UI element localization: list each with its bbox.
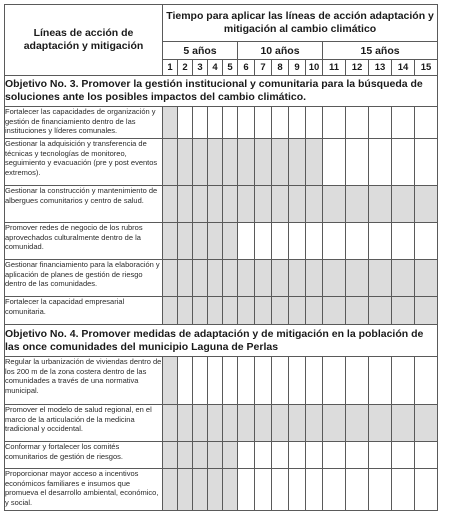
timeline-cell (238, 357, 255, 405)
action-timeline-table (4, 4, 438, 511)
action-description: Gestionar la construcción y mantenimiento de albergues comunitarios y centro de salud. (5, 186, 163, 223)
action-row (5, 469, 438, 511)
year-number-header: 5 (223, 60, 238, 76)
objective-row (5, 325, 438, 357)
timeline-cell-active (193, 223, 208, 260)
timeline-cell (255, 442, 272, 469)
timeline-cell (346, 139, 369, 186)
table-body (5, 76, 438, 511)
timeline-cell (346, 107, 369, 139)
timeline-cell-active (193, 405, 208, 442)
timeline-cell (238, 469, 255, 511)
timeline-cell-active (346, 186, 369, 223)
year-number-header: 14 (392, 60, 415, 76)
action-row (5, 442, 438, 469)
timeline-cell-active (369, 405, 392, 442)
timeline-cell (289, 469, 306, 511)
timeline-cell-active (415, 297, 438, 325)
period-header: 15 años (323, 42, 438, 60)
timeline-cell-active (163, 139, 178, 186)
timeline-cell-active (272, 297, 289, 325)
timeline-cell-active (289, 260, 306, 297)
timeline-cell-active (289, 139, 306, 186)
timeline-cell-active (255, 297, 272, 325)
action-description: Regular la urbanización de viviendas dentro de los 200 m de la zona costera dentro de las comunidades a través de una normativa municipal. (5, 357, 163, 405)
timeline-cell (369, 469, 392, 511)
timeline-cell-active (346, 405, 369, 442)
timeline-cell-active (255, 186, 272, 223)
timeline-cell (369, 107, 392, 139)
timeline-cell (323, 357, 346, 405)
timeline-cell (369, 139, 392, 186)
timeline-cell-active (255, 260, 272, 297)
timeline-cell (323, 139, 346, 186)
year-number-header: 10 (306, 60, 323, 76)
timeline-cell (255, 357, 272, 405)
timeline-cell (346, 442, 369, 469)
timeline-cell-active (323, 260, 346, 297)
timeline-cell-active (238, 297, 255, 325)
year-number-header: 2 (178, 60, 193, 76)
timeline-cell-active (193, 469, 208, 511)
timeline-cell (178, 107, 193, 139)
timeline-cell-active (369, 297, 392, 325)
action-description: Promover el modelo de salud regional, en el marco de la articulación de la medicina tradicional y occidental. (5, 405, 163, 442)
timeline-cell-active (178, 405, 193, 442)
action-description: Fortalecer las capacidades de organización y gestión de financiamiento dentro de las instituciones y líderes comunales. (5, 107, 163, 139)
timeline-cell (272, 223, 289, 260)
timeline-cell (392, 442, 415, 469)
timeline-cell-active (392, 260, 415, 297)
timeline-cell-active (392, 186, 415, 223)
timeline-cell (272, 107, 289, 139)
timeline-cell (369, 442, 392, 469)
timeline-cell (306, 223, 323, 260)
timeline-cell (272, 469, 289, 511)
timeline-cell (415, 107, 438, 139)
timeline-cell-active (208, 297, 223, 325)
timeline-cell-active (238, 405, 255, 442)
year-number-header: 6 (238, 60, 255, 76)
timeline-cell (306, 469, 323, 511)
year-number-header: 8 (272, 60, 289, 76)
timeline-cell (272, 442, 289, 469)
timeline-cell (415, 469, 438, 511)
timeline-cell (415, 442, 438, 469)
timeline-cell-active (306, 186, 323, 223)
timeline-cell-active (306, 405, 323, 442)
timeline-cell-active (178, 469, 193, 511)
timeline-cell-active (208, 186, 223, 223)
timeline-cell-active (223, 139, 238, 186)
year-number-header: 4 (208, 60, 223, 76)
timeline-cell-active (415, 260, 438, 297)
timeline-cell (255, 223, 272, 260)
period-header: 5 años (163, 42, 238, 60)
timeline-cell-active (163, 260, 178, 297)
year-number-header: 15 (415, 60, 438, 76)
timeline-cell-active (163, 442, 178, 469)
timeline-cell-active (193, 260, 208, 297)
timeline-cell (289, 107, 306, 139)
timeline-cell-active (323, 186, 346, 223)
timeline-cell (223, 357, 238, 405)
timeline-cell-active (178, 223, 193, 260)
timeline-cell-active (272, 186, 289, 223)
timeline-cell (178, 357, 193, 405)
timeline-cell (392, 357, 415, 405)
timeline-cell-active (255, 405, 272, 442)
timeline-cell-active (208, 405, 223, 442)
timeline-cell (238, 107, 255, 139)
table-header (5, 5, 438, 76)
timeline-cell-active (289, 297, 306, 325)
objective-heading: Objetivo No. 4. Promover medidas de adaptación y de mitigación en la población de las once comunidades del municipio Laguna de Perlas (5, 325, 438, 357)
timeline-cell (193, 357, 208, 405)
time-column-header: Tiempo para aplicar las líneas de acción adaptación y mitigación al cambio climático (163, 5, 438, 42)
action-description: Promover redes de negocio de los rubros aprovechados culturalmente dentro de la comunidad. (5, 223, 163, 260)
timeline-cell-active (223, 469, 238, 511)
year-number-header: 11 (323, 60, 346, 76)
timeline-cell (238, 442, 255, 469)
timeline-cell-active (208, 442, 223, 469)
timeline-cell (193, 107, 208, 139)
timeline-cell (208, 357, 223, 405)
timeline-cell-active (178, 139, 193, 186)
timeline-cell-active (223, 260, 238, 297)
timeline-cell-active (208, 139, 223, 186)
timeline-cell (272, 357, 289, 405)
timeline-cell (346, 223, 369, 260)
action-description: Fortalecer la capacidad empresarial comunitaria. (5, 297, 163, 325)
timeline-cell-active (369, 260, 392, 297)
timeline-cell-active (272, 139, 289, 186)
timeline-cell-active (323, 405, 346, 442)
timeline-cell-active (238, 260, 255, 297)
timeline-cell-active (392, 297, 415, 325)
timeline-cell (306, 357, 323, 405)
timeline-cell (289, 442, 306, 469)
timeline-cell (255, 469, 272, 511)
action-description: Conformar y fortalecer los comités comunitarios de gestión de riesgos. (5, 442, 163, 469)
year-number-header: 3 (193, 60, 208, 76)
action-row (5, 223, 438, 260)
timeline-cell-active (163, 297, 178, 325)
action-row (5, 357, 438, 405)
timeline-cell-active (346, 297, 369, 325)
timeline-cell-active (223, 442, 238, 469)
timeline-cell-active (208, 260, 223, 297)
timeline-cell-active (272, 260, 289, 297)
timeline-cell (323, 223, 346, 260)
timeline-cell-active (255, 139, 272, 186)
action-description: Gestionar la adquisición y transferencia de técnicas y tecnologías de monitoreo, seguimiento y evacuación (pre y post eventos extremos). (5, 139, 163, 186)
timeline-cell (392, 469, 415, 511)
timeline-cell-active (238, 186, 255, 223)
timeline-cell (415, 357, 438, 405)
action-description: Proporcionar mayor acceso a incentivos económicos familiares e insumos que promueva el desarrollo ambiental, económico, y social. (5, 469, 163, 511)
timeline-cell-active (346, 260, 369, 297)
timeline-cell-active (208, 223, 223, 260)
timeline-cell-active (193, 442, 208, 469)
timeline-cell-active (178, 186, 193, 223)
timeline-cell-active (369, 186, 392, 223)
action-row (5, 297, 438, 325)
timeline-cell (369, 357, 392, 405)
timeline-cell (415, 139, 438, 186)
timeline-cell-active (323, 297, 346, 325)
timeline-cell-active (415, 186, 438, 223)
timeline-cell-active (178, 442, 193, 469)
header-title-row (5, 5, 438, 42)
action-timeline-table-container (4, 4, 438, 511)
action-row (5, 260, 438, 297)
timeline-cell-active (415, 405, 438, 442)
timeline-cell-active (178, 260, 193, 297)
timeline-cell (346, 357, 369, 405)
timeline-cell-active (208, 469, 223, 511)
timeline-cell-active (272, 405, 289, 442)
timeline-cell-active (163, 357, 178, 405)
year-number-header: 1 (163, 60, 178, 76)
timeline-cell-active (193, 297, 208, 325)
timeline-cell (323, 469, 346, 511)
objective-row (5, 76, 438, 107)
timeline-cell (289, 357, 306, 405)
timeline-cell-active (289, 186, 306, 223)
action-row (5, 107, 438, 139)
period-header: 10 años (238, 42, 323, 60)
timeline-cell-active (178, 297, 193, 325)
timeline-cell-active (238, 139, 255, 186)
timeline-cell-active (306, 260, 323, 297)
timeline-cell (255, 107, 272, 139)
timeline-cell (369, 223, 392, 260)
timeline-cell-active (223, 186, 238, 223)
objective-heading: Objetivo No. 3. Promover la gestión institucional y comunitaria para la búsqueda de soluciones ante los posibles impactos del cambio climático. (5, 76, 438, 107)
action-description: Gestionar financiamiento para la elaboración y aplicación de planes de gestión de riesgo dentro de las comunidades. (5, 260, 163, 297)
timeline-cell (238, 223, 255, 260)
timeline-cell-active (392, 405, 415, 442)
timeline-cell (392, 139, 415, 186)
timeline-cell-active (223, 297, 238, 325)
actions-column-header: Líneas de acción de adaptación y mitigación (5, 5, 163, 76)
timeline-cell-active (163, 405, 178, 442)
timeline-cell (415, 223, 438, 260)
year-number-header: 13 (369, 60, 392, 76)
timeline-cell-active (223, 223, 238, 260)
timeline-cell (392, 107, 415, 139)
timeline-cell (223, 107, 238, 139)
timeline-cell-active (306, 139, 323, 186)
year-number-header: 12 (346, 60, 369, 76)
action-row (5, 139, 438, 186)
timeline-cell (323, 107, 346, 139)
year-number-header: 9 (289, 60, 306, 76)
timeline-cell-active (193, 139, 208, 186)
timeline-cell-active (163, 186, 178, 223)
timeline-cell (392, 223, 415, 260)
timeline-cell (289, 223, 306, 260)
timeline-cell-active (193, 186, 208, 223)
timeline-cell (346, 469, 369, 511)
timeline-cell (306, 107, 323, 139)
timeline-cell-active (163, 223, 178, 260)
timeline-cell-active (289, 405, 306, 442)
timeline-cell (306, 442, 323, 469)
timeline-cell-active (306, 297, 323, 325)
timeline-cell-active (223, 405, 238, 442)
timeline-cell (323, 442, 346, 469)
timeline-cell (208, 107, 223, 139)
action-row (5, 405, 438, 442)
timeline-cell-active (163, 469, 178, 511)
year-number-header: 7 (255, 60, 272, 76)
action-row (5, 186, 438, 223)
timeline-cell-active (163, 107, 178, 139)
